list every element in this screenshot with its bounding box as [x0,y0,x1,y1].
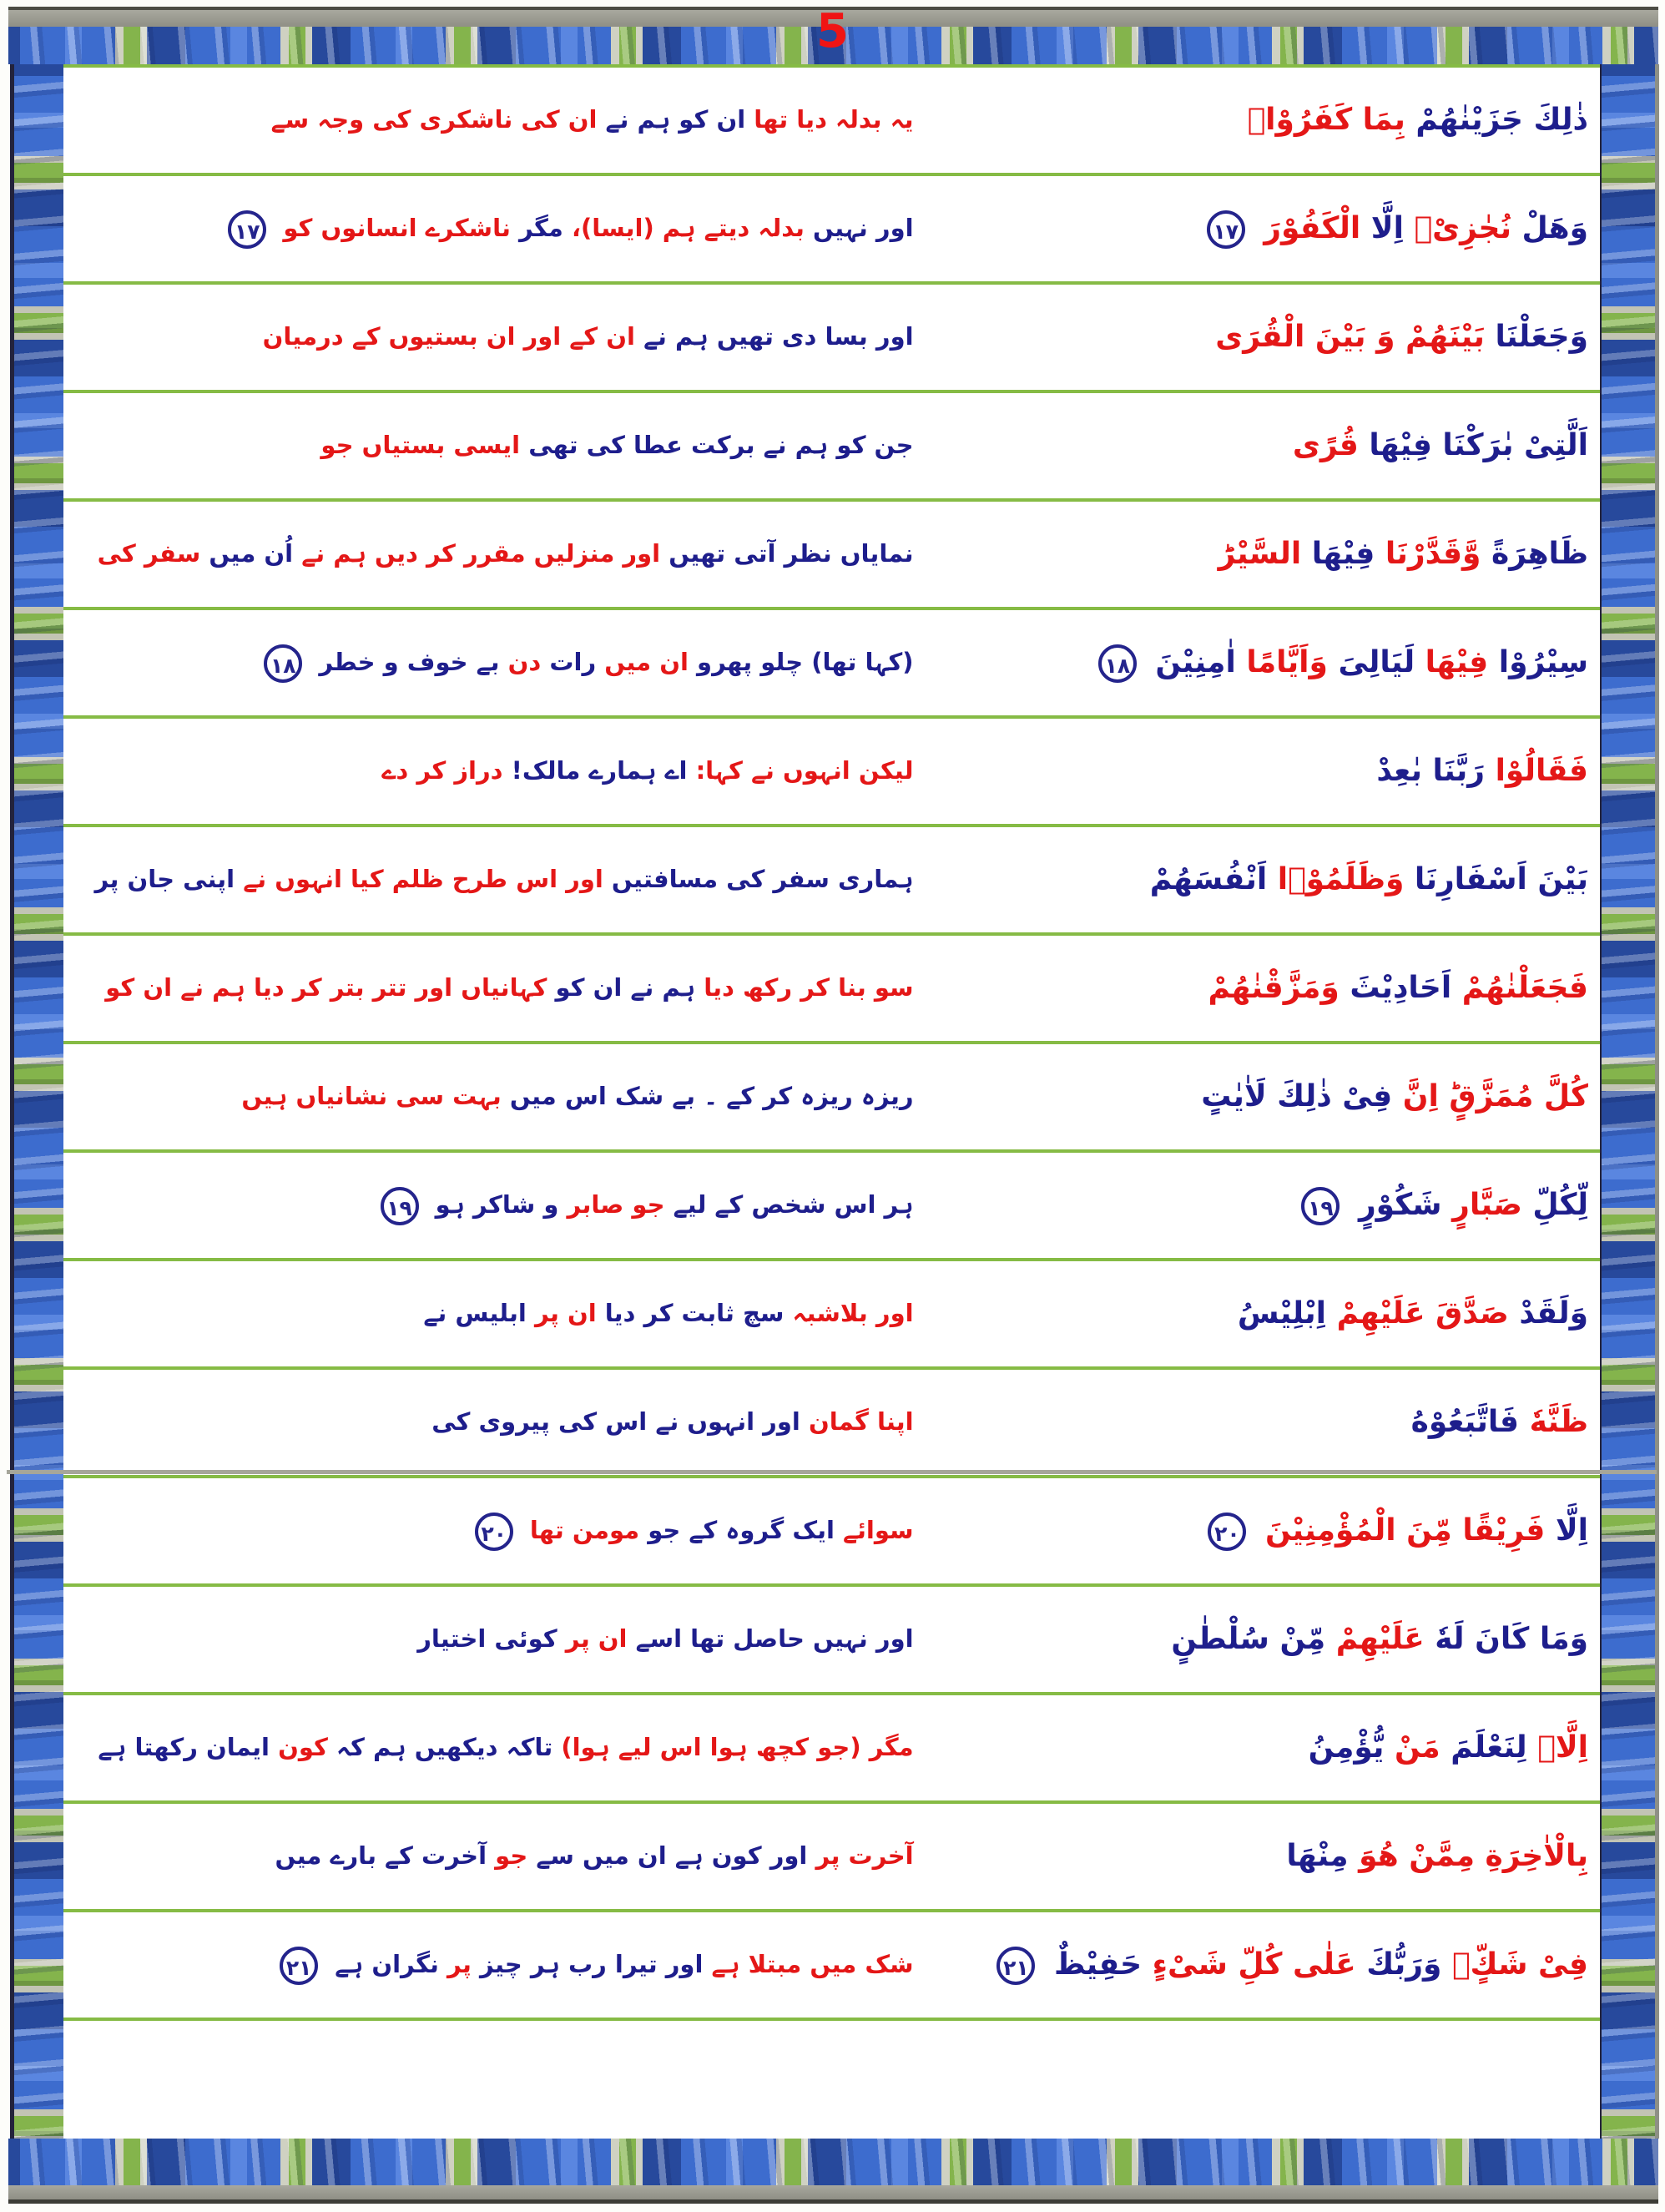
text-segment: پر [447,1950,472,1978]
text-segment: سو بنا کر رکھ دیا [704,973,914,1002]
urdu-translation [63,1728,939,1768]
text-segment: اَحَادِیْثَ [1350,971,1452,1006]
text-segment: سِیْرُوْا [1498,645,1588,680]
text-segment: ناشکرے انسانوں کو [283,214,511,242]
text-segment: تاکہ دیکھیں ہم کہ [336,1733,553,1762]
text-segment: ان کی ناشکری کی وجہ سے [270,105,598,134]
verse-row [63,824,1600,932]
urdu-translation [63,209,939,249]
frame-outer-line [8,2199,1658,2204]
urdu-translation [63,643,939,683]
text-segment: جن کو ہم نے برکت عطا کی تھی [528,431,914,460]
text-segment: ظَنَّهٗ [1529,1405,1588,1440]
urdu-translation [63,1836,939,1876]
text-segment: دن [507,648,542,676]
verse-row [63,281,1600,390]
urdu-translation [63,1077,939,1117]
text-segment: اور منزلیں مقرر کر دیں ہم نے [301,539,661,568]
text-segment: وَلَقَدْ [1519,1296,1588,1331]
arabic-verse [939,97,1600,144]
arabic-verse [939,1399,1600,1446]
text-segment: ان کو ہم نے [605,105,746,134]
decorative-border-left [10,64,70,2139]
page-number: 5 [816,4,849,58]
urdu-translation [63,968,939,1008]
text-segment: بے خوف و خطر [319,648,500,676]
text-segment: حَفِیْظٌ [1053,1947,1143,1982]
text-segment: ایسی بستیاں جو [320,431,521,460]
text-segment: رات [549,648,597,676]
text-segment: نمایاں نظر آتی تھیں [669,539,914,568]
text-segment: وَمَا كَانَ لَهٗ [1435,1622,1588,1657]
text-segment: صَدَّقَ عَلَیْهِمْ [1336,1296,1509,1331]
verse-row [63,932,1600,1041]
text-segment: سچ ثابت کر دیا [604,1299,785,1328]
urdu-translation [63,426,939,466]
text-segment: بدلہ دیتے ہم (ایسا)، [571,214,805,242]
arabic-verse [939,1725,1600,1771]
text-segment: مگر [518,214,563,242]
text-segment: بِالْاٰخِرَةِ مِمَّنْ هُوَ [1359,1839,1588,1874]
text-segment: ان میں [604,648,689,676]
verse-row [63,1692,1600,1800]
text-segment: فِیْهَا [1311,537,1375,572]
text-segment: السَّیْرَؕ [1218,537,1302,572]
verse-number-badge: ۲۱ [280,1947,318,1985]
text-segment: فَرِیْقًا مِّنَ الْمُؤْمِنِیْنَ [1264,1513,1546,1548]
text-segment: اور نہیں حاصل تھا اسے [635,1624,914,1654]
text-segment: بَیْنَ اَسْفَارِنَا [1414,862,1588,897]
text-segment: ایک گروہ کے جو [648,1516,835,1544]
content-area [63,64,1600,2139]
decorative-border-bottom [8,2139,1658,2207]
decorative-border-right [1600,64,1659,2139]
text-segment: مگر (جو کچھ ہوا اس لیے ہوا) [561,1733,914,1762]
arabic-verse [939,856,1600,903]
text-segment: وَهَلْ [1521,211,1588,246]
verse-number-badge: ۱۷ [1207,210,1245,249]
text-segment: مِنْهَا [1286,1839,1349,1874]
text-segment: كُلَّ مُمَزَّقٍؕ اِنَّ [1402,1079,1588,1114]
text-segment: مَنْ [1395,1730,1440,1765]
text-segment: اَنْفُسَهُمْ [1149,862,1268,897]
text-segment: اِلَّا [1370,211,1404,246]
text-segment: اور نہیں [812,214,914,242]
text-segment: (کہا تھا) چلو پھرو [697,648,914,676]
urdu-translation [63,1294,939,1334]
text-segment: کوئی اختیار [417,1624,558,1654]
urdu-translation [63,100,939,140]
text-segment: وَمَزَّقْنٰهُمْ [1208,971,1340,1006]
text-segment: ان پر [534,1299,597,1328]
text-segment: فَجَعَلْنٰهُمْ [1461,971,1588,1006]
frame-gray-strip [8,2185,1658,2199]
text-segment: مِّنْ سُلْطٰنٍ [1171,1622,1326,1657]
text-segment: ہم نے ان کو [555,973,696,1002]
text-segment: آخرت پر [815,1841,914,1871]
text-segment: فَاتَّبَعُوْهُ [1410,1405,1520,1440]
text-segment: ان کے اور ان بستیوں کے درمیان [262,322,635,351]
text-segment: اِلَّا [1555,1513,1588,1548]
arabic-verse [939,1942,1600,1988]
text-segment: ریزہ ریزہ کر کے ۔ بے شک اس میں [509,1082,914,1111]
text-segment: سوائے [843,1516,914,1544]
arabic-verse [939,1616,1600,1663]
text-segment: نگران ہے [335,1950,439,1978]
text-segment: کون [278,1733,328,1762]
text-segment: یُّؤْمِنُ [1308,1730,1385,1765]
verse-number-badge: ۲۱ [996,1947,1035,1985]
text-segment: اے ہمارے مالک! [511,756,688,785]
verse-number-badge: ۱۸ [264,644,302,683]
urdu-translation [63,1185,939,1225]
text-segment: لَیَالِیَ [1338,645,1415,680]
text-segment: اَلَّتِیْ بٰرَكْنَا فِیْهَا [1369,428,1588,463]
text-segment: یہ بدلہ دیا تھا [754,105,914,134]
verse-row [63,715,1600,824]
verse-number-badge: ۲۰ [475,1513,513,1551]
verse-row [63,1366,1600,1475]
verse-number-badge: ۱۷ [228,210,266,249]
verse-row [63,1583,1600,1692]
verse-row [63,498,1600,607]
text-segment: بِمَا كَفَرُوْاۚ [1247,103,1405,138]
urdu-translation [63,1511,939,1551]
urdu-translation [63,1619,939,1659]
text-segment: اور اس طرح ظلم کیا انہوں نے [243,865,603,894]
verse-row [63,1800,1600,1909]
text-segment: ہر اس شخص کے لیے [673,1190,914,1219]
text-segment: عَلَیْهِمْ [1335,1622,1425,1657]
verse-row [63,1475,1600,1583]
text-segment: اپنا گمان [808,1407,914,1437]
text-segment: اور بسا دی تھیں ہم نے [643,322,914,351]
arabic-verse [939,314,1600,361]
text-segment: و شاکر ہو [435,1190,559,1219]
text-segment: وَجَعَلْنَا [1495,320,1588,355]
arabic-verse [939,205,1600,252]
text-segment: کہانیاں اور تتر بتر کر دیا ہم نے ان کو [105,973,547,1002]
urdu-translation [63,860,939,900]
text-segment: اُن میں [209,539,294,568]
text-segment: شَكُوْرٍ [1358,1188,1442,1223]
urdu-translation [63,1945,939,1985]
text-segment: صَبَّارٍ [1452,1188,1522,1223]
verse-row [63,607,1600,715]
text-segment: اِبْلِیْسُ [1237,1296,1327,1331]
verse-number-badge: ۱۹ [381,1187,419,1225]
arabic-verse [939,531,1600,578]
text-segment: اور تیرا رب ہر چیز [480,1950,704,1978]
text-segment: الْكَفُوْرَ [1264,211,1361,246]
text-segment: آخرت کے بارے میں [275,1841,487,1871]
text-segment: بہت سی نشانیاں ہیں [241,1082,502,1111]
text-segment: فِیْ شَكٍّۗ [1451,1947,1588,1982]
text-segment: اپنی جان پر [94,865,235,894]
text-segment: رَبَّنَا بٰعِدْ [1376,754,1486,789]
text-segment: اور کون ہے ان میں سے [536,1841,808,1871]
text-segment: سفر کی [97,539,201,568]
text-segment: لیکن انہوں نے کہا: [695,756,914,785]
arabic-verse [939,965,1600,1012]
text-segment: اٰمِنِیْنَ [1155,645,1236,680]
text-segment: وَّقَدَّرْنَا [1385,537,1481,572]
text-segment: دراز کر دے [381,756,503,785]
verse-row [63,173,1600,281]
text-segment: بَیْنَهُمْ وَ بَیْنَ الْقُرَی [1215,320,1485,355]
text-segment: وَاَیَّامًا [1246,645,1328,680]
arabic-verse [939,1290,1600,1337]
urdu-translation [63,534,939,574]
verse-number-badge: ۲۰ [1208,1513,1246,1551]
text-segment: قُرًی [1292,428,1359,463]
arabic-verse [939,639,1600,686]
verse-number-badge: ۱۸ [1098,644,1137,683]
text-segment: لِنَعْلَمَ [1451,1730,1527,1765]
arabic-verse [939,422,1600,469]
text-segment: وَظَلَمُوْۤا [1277,862,1405,897]
text-segment: شک میں مبتلا ہے [711,1950,914,1978]
verse-row [63,64,1600,173]
frame-tile-pattern [8,2139,1658,2185]
verse-row [63,1149,1600,1258]
arabic-verse [939,1073,1600,1120]
text-segment: جو [495,1841,528,1871]
text-segment: ایمان رکھتا ہے [98,1733,270,1762]
urdu-translation [63,1402,939,1442]
text-segment: وَرَبُّكَ [1366,1947,1442,1982]
text-segment: اِلَّاۤ [1537,1730,1588,1765]
text-segment: جو صابر [567,1190,665,1219]
verse-row [63,1258,1600,1366]
blank-row [63,2018,1600,2139]
verse-row [63,390,1600,498]
text-segment: ہماری سفر کی مسافتیں [611,865,914,894]
text-segment: اور انہوں نے اس کی پیروی کی [431,1407,800,1437]
text-segment: عَلٰی كُلِّ شَیْءٍ [1152,1947,1356,1982]
text-segment: ان پر [565,1624,628,1654]
arabic-verse [939,1833,1600,1880]
arabic-verse [939,748,1600,795]
verse-row [63,1041,1600,1149]
text-segment: اور بلاشبہ [792,1299,914,1328]
text-segment: لِّكُلِّ [1532,1188,1588,1223]
text-segment: ذٰلِكَ جَزَیْنٰهُمْ [1415,103,1588,138]
text-segment: فَقَالُوْا [1495,754,1588,789]
verse-row [63,1909,1600,2018]
text-segment: فِیْهَا [1425,645,1489,680]
urdu-translation [63,317,939,357]
verse-number-badge: ۱۹ [1301,1187,1340,1225]
arabic-verse [939,1182,1600,1229]
text-segment: نُجٰزِیْۤ [1414,211,1511,246]
text-segment: فِیْ ذٰلِكَ لَاٰیٰتٍ [1201,1079,1393,1114]
text-segment: ظَاهِرَةً [1491,537,1588,572]
urdu-translation [63,751,939,791]
arabic-verse [939,1507,1600,1554]
text-segment: ابلیس نے [423,1299,527,1328]
text-segment: مومن تھا [529,1516,640,1544]
